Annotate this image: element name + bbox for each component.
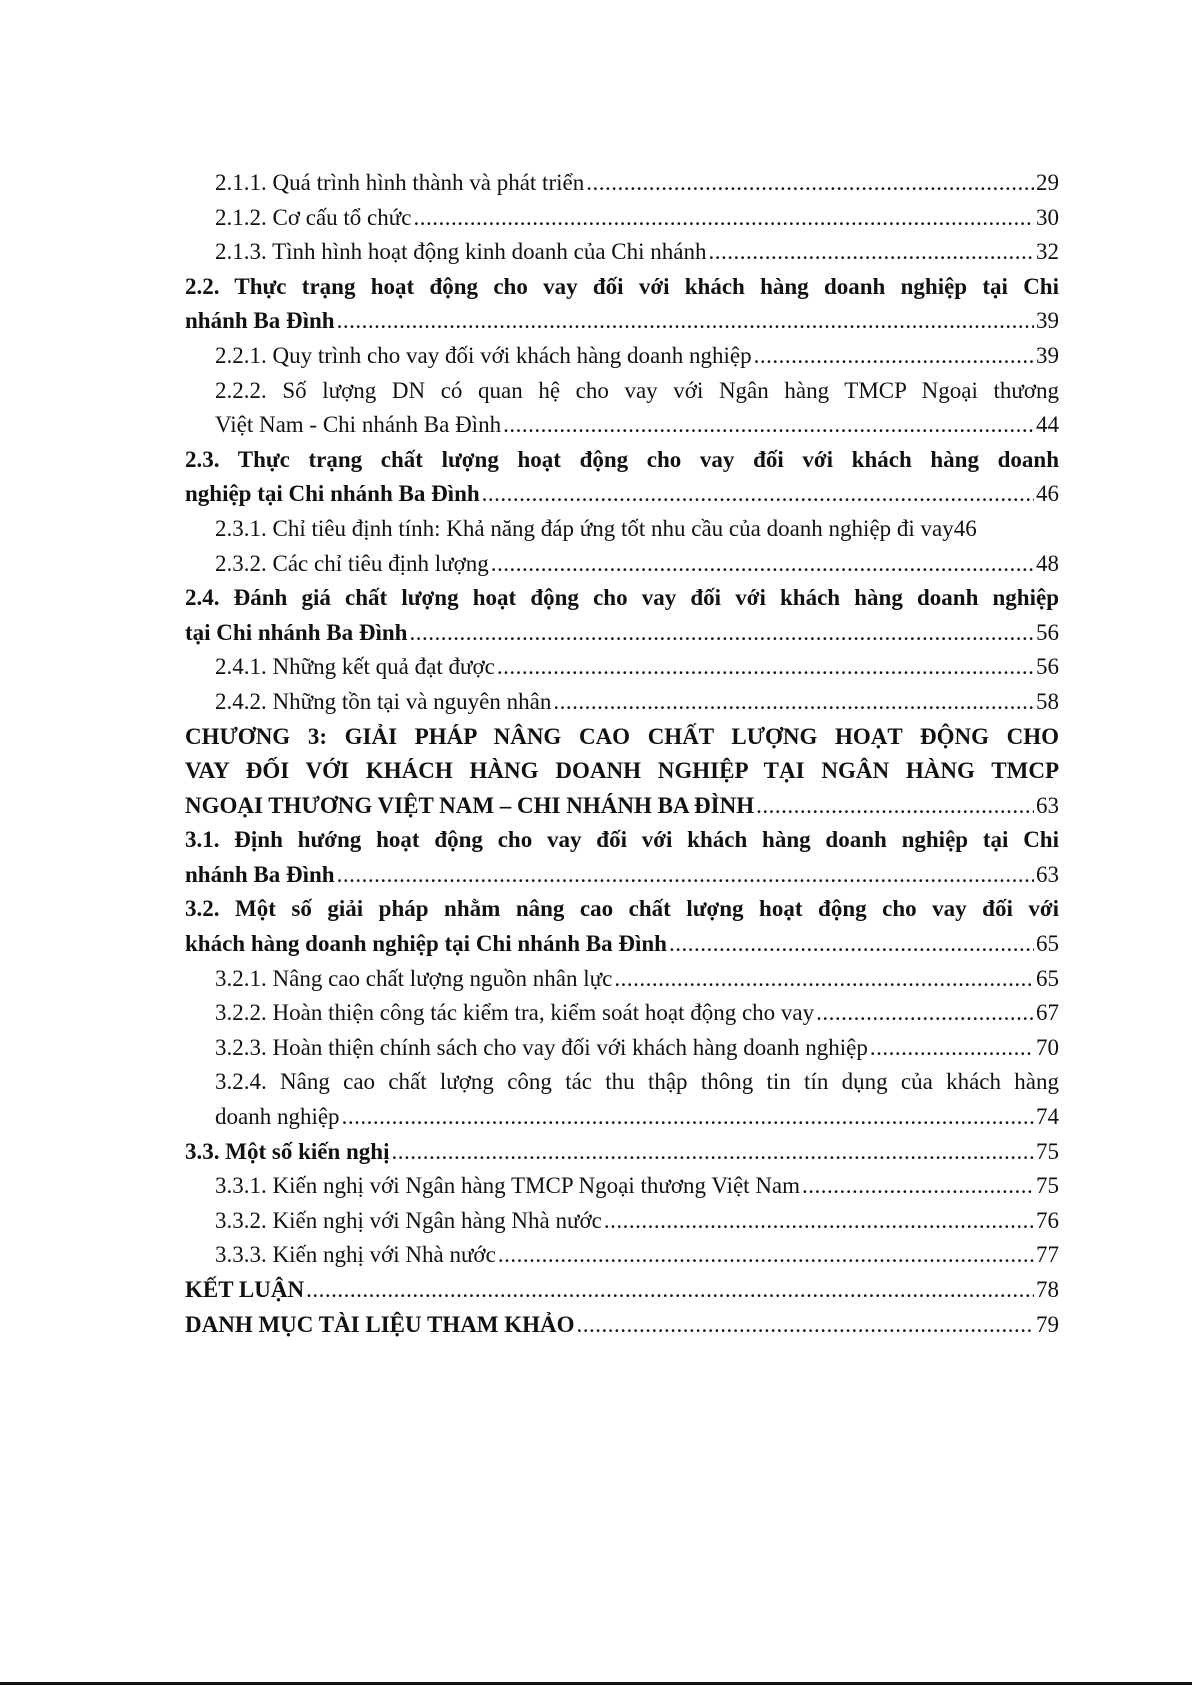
toc-page-number: 67 bbox=[1036, 1000, 1059, 1026]
dot-leader bbox=[708, 235, 1034, 270]
toc-page-number: 63 bbox=[1036, 861, 1059, 887]
toc-entry-2-1-1[interactable] bbox=[185, 166, 1059, 201]
table-of-contents bbox=[185, 166, 1059, 1342]
toc-entry-3-1[interactable] bbox=[185, 823, 1059, 892]
dot-leader bbox=[498, 1238, 1034, 1273]
toc-entry-3-3-3[interactable] bbox=[185, 1238, 1059, 1273]
toc-entry-title: DANH MỤC TÀI LIỆU THAM KHẢO bbox=[185, 1311, 575, 1337]
toc-page-number: 48 bbox=[1036, 550, 1059, 576]
toc-entry-3-2-2[interactable] bbox=[185, 996, 1059, 1031]
toc-entry-title: KẾT LUẬN bbox=[185, 1277, 305, 1302]
toc-entry-title: 3.2.1. Nâng cao chất lượng nguồn nhân lực bbox=[215, 965, 613, 991]
toc-page-number: 65 bbox=[1036, 931, 1059, 957]
toc-entry-title-line: nhánh Ba Đình bbox=[185, 861, 335, 887]
toc-entry-title: 2.1.3. Tình hình hoạt động kinh doanh của Chi nhánh bbox=[215, 239, 707, 265]
toc-page-number: 56 bbox=[1036, 654, 1059, 680]
toc-entry-2-4-2[interactable] bbox=[185, 685, 1059, 720]
toc-entry-title: 3.3. Một số kiến nghị bbox=[185, 1138, 390, 1164]
toc-entry-title-line: khách hàng doanh nghiệp tại Chi nhánh Ba Đình bbox=[185, 931, 667, 957]
dot-leader bbox=[802, 1169, 1034, 1204]
toc-entry-title: 2.2.1. Quy trình cho vay đối với khách hàng doanh nghiệp bbox=[215, 342, 752, 368]
toc-entry-conclusion[interactable] bbox=[185, 1273, 1059, 1308]
toc-page-number: 75 bbox=[1036, 1138, 1059, 1164]
toc-entry-title: 2.3.1. Chỉ tiêu định tính: Khả năng đáp ứng tốt nhu cầu của doanh nghiệp đi vay46 bbox=[215, 515, 977, 541]
dot-leader bbox=[491, 547, 1034, 582]
toc-page-number: 44 bbox=[1036, 412, 1059, 438]
toc-entry-2-3[interactable] bbox=[185, 443, 1059, 512]
toc-entry-title: 2.1.2. Cơ cấu tổ chức bbox=[215, 204, 412, 230]
toc-entry-title: 3.2.3. Hoàn thiện chính sách cho vay đối với khách hàng doanh nghiệp bbox=[215, 1034, 868, 1060]
toc-entry-title-line: nhánh Ba Đình bbox=[185, 308, 335, 334]
dot-leader bbox=[816, 996, 1034, 1031]
toc-page-number: 46 bbox=[1036, 481, 1059, 507]
toc-entry-title: 3.3.1. Kiến nghị với Ngân hàng TMCP Ngoại thương Việt Nam bbox=[215, 1173, 801, 1199]
toc-entry-title-line: 2.2.2. Số lượng DN có quan hệ cho vay với Ngân hàng TMCP Ngoại thương bbox=[215, 377, 1059, 403]
toc-entry-title-line: nghiệp tại Chi nhánh Ba Đình bbox=[185, 481, 480, 507]
dot-leader bbox=[503, 408, 1034, 443]
dot-leader bbox=[413, 201, 1034, 236]
toc-page-number: 70 bbox=[1036, 1034, 1059, 1060]
toc-entry-title-line: NGOẠI THƯƠNG VIỆT NAM – CHI NHÁNH BA ĐÌNH bbox=[185, 792, 755, 818]
toc-entry-title: 2.3.2. Các chỉ tiêu định lượng bbox=[215, 550, 489, 576]
dot-leader bbox=[497, 650, 1034, 685]
toc-page-number: 63 bbox=[1036, 792, 1059, 818]
dot-leader bbox=[553, 685, 1034, 720]
toc-entry-2-2[interactable] bbox=[185, 270, 1059, 339]
toc-entry-title: 2.1.1. Quá trình hình thành và phát triển bbox=[215, 170, 585, 195]
dot-leader bbox=[870, 1031, 1034, 1066]
toc-entry-title: 2.4.2. Những tồn tại và nguyên nhân bbox=[215, 688, 552, 714]
toc-entry-2-2-1[interactable] bbox=[185, 339, 1059, 374]
toc-entry-title-line: tại Chi nhánh Ba Đình bbox=[185, 619, 408, 645]
toc-entry-chapter-3[interactable] bbox=[185, 720, 1059, 824]
toc-entry-2-1-2[interactable] bbox=[185, 201, 1059, 236]
toc-entry-title-line: doanh nghiệp bbox=[215, 1104, 340, 1130]
toc-page-number: 30 bbox=[1036, 204, 1059, 230]
dot-leader bbox=[586, 166, 1034, 201]
toc-page-number: 76 bbox=[1036, 1207, 1059, 1233]
dot-leader bbox=[754, 339, 1034, 374]
toc-entry-title-line: CHƯƠNG 3: GIẢI PHÁP NÂNG CAO CHẤT LƯỢNG HOẠT ĐỘNG CHO bbox=[185, 723, 1059, 749]
toc-entry-3-3-1[interactable] bbox=[185, 1169, 1059, 1204]
dot-leader bbox=[614, 962, 1034, 997]
dot-leader bbox=[756, 789, 1034, 824]
toc-page-number: 56 bbox=[1036, 619, 1059, 645]
dot-leader bbox=[337, 858, 1034, 893]
toc-entry-title: 3.3.3. Kiến nghị với Nhà nước bbox=[215, 1242, 496, 1268]
dot-leader bbox=[669, 927, 1034, 962]
toc-entry-3-2-4[interactable] bbox=[185, 1065, 1059, 1134]
toc-entry-2-4[interactable] bbox=[185, 581, 1059, 650]
toc-page-number: 75 bbox=[1036, 1173, 1059, 1199]
toc-entry-2-4-1[interactable] bbox=[185, 650, 1059, 685]
toc-entry-title-line: 3.2. Một số giải pháp nhằm nâng cao chất lượng hoạt động cho vay đối với bbox=[185, 896, 1059, 922]
toc-entry-title: 2.4.1. Những kết quả đạt được bbox=[215, 654, 495, 680]
dot-leader bbox=[391, 1135, 1034, 1170]
toc-entry-title-line: 2.3. Thực trạng chất lượng hoạt động cho vay đối với khách hàng doanh bbox=[185, 446, 1059, 472]
toc-entry-3-2-3[interactable] bbox=[185, 1031, 1059, 1066]
toc-page-number: 58 bbox=[1036, 688, 1059, 714]
toc-page-number: 78 bbox=[1036, 1277, 1059, 1302]
toc-entry-3-2-1[interactable] bbox=[185, 962, 1059, 997]
toc-entry-title-line: 2.2. Thực trạng hoạt động cho vay đối với khách hàng doanh nghiệp tại Chi bbox=[185, 273, 1059, 299]
toc-entry-title-line: Việt Nam - Chi nhánh Ba Đình bbox=[215, 412, 502, 438]
toc-page-number: 39 bbox=[1036, 308, 1059, 334]
toc-entry-3-3[interactable] bbox=[185, 1135, 1059, 1170]
toc-page-number: 77 bbox=[1036, 1242, 1059, 1268]
toc-page-number: 39 bbox=[1036, 342, 1059, 368]
toc-entry-3-2[interactable] bbox=[185, 892, 1059, 961]
toc-entry-title: 3.3.2. Kiến nghị với Ngân hàng Nhà nước bbox=[215, 1207, 602, 1233]
toc-entry-title-line: 2.4. Đánh giá chất lượng hoạt động cho vay đối với khách hàng doanh nghiệp bbox=[185, 585, 1059, 611]
toc-page-number: 65 bbox=[1036, 965, 1059, 991]
toc-entry-2-2-2[interactable] bbox=[185, 374, 1059, 443]
toc-entry-title-line: 3.2.4. Nâng cao chất lượng công tác thu thập thông tin tín dụng của khách hàng bbox=[215, 1069, 1059, 1095]
dot-leader bbox=[409, 616, 1034, 651]
dot-leader bbox=[342, 1100, 1034, 1135]
toc-entry-3-3-2[interactable] bbox=[185, 1204, 1059, 1239]
toc-page-number: 29 bbox=[1036, 170, 1059, 195]
toc-page-number: 32 bbox=[1036, 239, 1059, 265]
toc-entry-2-1-3[interactable] bbox=[185, 235, 1059, 270]
dot-leader bbox=[482, 477, 1034, 512]
toc-entry-2-3-2[interactable] bbox=[185, 547, 1059, 582]
toc-entry-title-line: VAY ĐỐI VỚI KHÁCH HÀNG DOANH NGHIỆP TẠI NGÂN HÀNG TMCP bbox=[185, 758, 1059, 784]
toc-page-number: 74 bbox=[1036, 1104, 1059, 1130]
dot-leader bbox=[577, 1308, 1034, 1343]
dot-leader bbox=[337, 304, 1034, 339]
toc-entry-references[interactable] bbox=[185, 1308, 1059, 1343]
dot-leader bbox=[306, 1273, 1034, 1308]
toc-entry-2-3-1[interactable] bbox=[185, 512, 1059, 547]
toc-entry-title-line: 3.1. Định hướng hoạt động cho vay đối với khách hàng doanh nghiệp tại Chi bbox=[185, 827, 1059, 853]
toc-entry-title: 3.2.2. Hoàn thiện công tác kiểm tra, kiểm soát hoạt động cho vay bbox=[215, 1000, 815, 1026]
toc-page-number: 79 bbox=[1036, 1311, 1059, 1337]
dot-leader bbox=[604, 1204, 1034, 1239]
